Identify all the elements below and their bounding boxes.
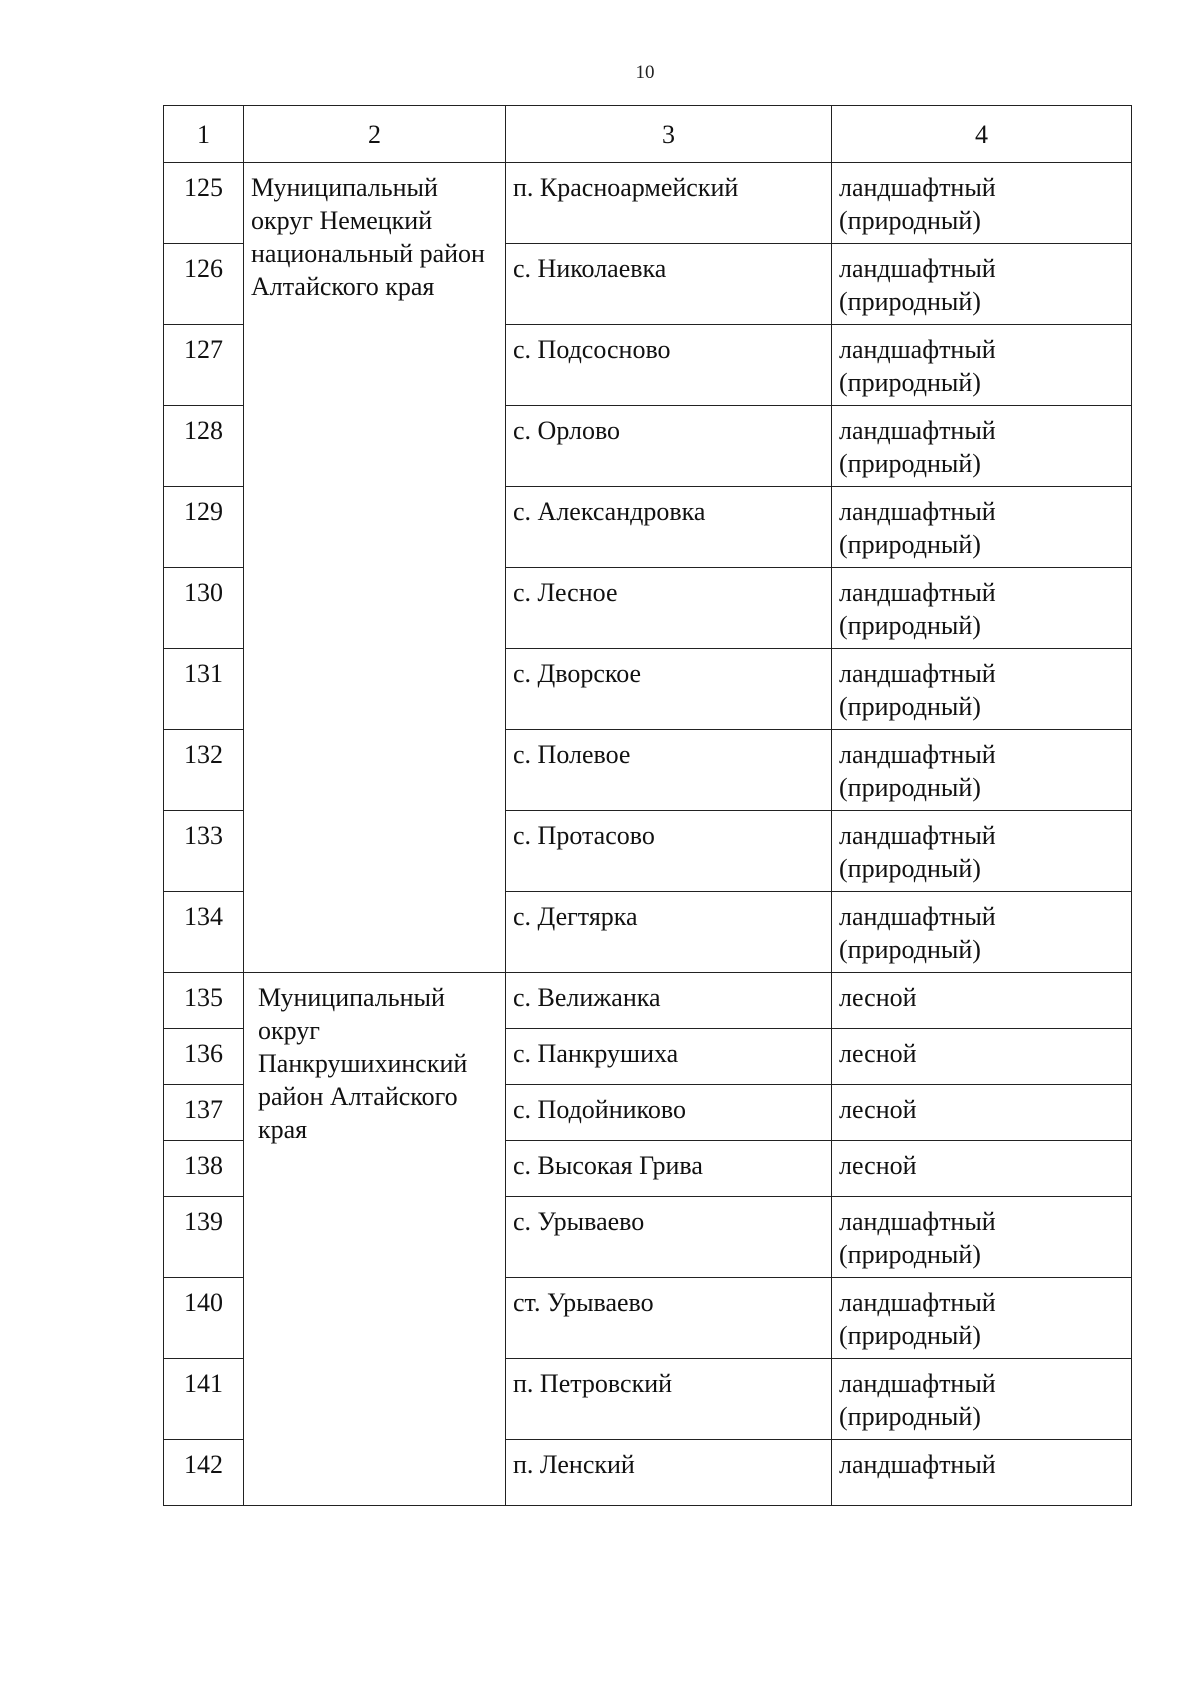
type-text: (природный) bbox=[839, 530, 981, 559]
row-number: 125 bbox=[164, 163, 244, 244]
column-header: 4 bbox=[832, 106, 1132, 163]
row-number: 142 bbox=[164, 1440, 244, 1506]
type-text: ландшафтный bbox=[839, 578, 996, 607]
table-row bbox=[164, 163, 1132, 244]
column-header: 2 bbox=[244, 106, 506, 163]
place-cell: с. Дегтярка bbox=[506, 892, 832, 973]
place-cell: п. Петровский bbox=[506, 1359, 832, 1440]
row-number: 130 bbox=[164, 568, 244, 649]
place-cell: с. Александровка bbox=[506, 487, 832, 568]
type-text: (природный) bbox=[839, 1321, 981, 1350]
type-cell bbox=[832, 244, 1132, 325]
type-text: ландшафтный bbox=[839, 1369, 996, 1398]
place-cell: с. Урываево bbox=[506, 1197, 832, 1278]
type-cell bbox=[832, 730, 1132, 811]
place-cell: с. Велижанка bbox=[506, 973, 832, 1029]
place-cell: с. Подсосново bbox=[506, 325, 832, 406]
column-header: 3 bbox=[506, 106, 832, 163]
place-cell: с. Николаевка bbox=[506, 244, 832, 325]
row-number: 139 bbox=[164, 1197, 244, 1278]
place-cell: с. Полевое bbox=[506, 730, 832, 811]
type-cell bbox=[832, 892, 1132, 973]
district-cell: Муниципальный округ Немецкий национальный район Алтайского края bbox=[244, 163, 506, 973]
row-number: 132 bbox=[164, 730, 244, 811]
type-cell bbox=[832, 487, 1132, 568]
type-text: (природный) bbox=[839, 368, 981, 397]
table-header-row bbox=[164, 106, 1132, 163]
type-text: (природный) bbox=[839, 773, 981, 802]
type-cell: ландшафтный bbox=[832, 1440, 1132, 1506]
row-number: 135 bbox=[164, 973, 244, 1029]
place-cell: ст. Урываево bbox=[506, 1278, 832, 1359]
type-cell: лесной bbox=[832, 1141, 1132, 1197]
type-text: (природный) bbox=[839, 692, 981, 721]
type-text: ландшафтный bbox=[839, 1288, 996, 1317]
type-text: (природный) bbox=[839, 935, 981, 964]
row-number: 131 bbox=[164, 649, 244, 730]
place-cell: с. Лесное bbox=[506, 568, 832, 649]
type-text: ландшафтный bbox=[839, 740, 996, 769]
column-header: 1 bbox=[164, 106, 244, 163]
place-cell: с. Дворское bbox=[506, 649, 832, 730]
place-cell: п. Красноармейский bbox=[506, 163, 832, 244]
type-text: ландшафтный bbox=[839, 821, 996, 850]
type-cell bbox=[832, 406, 1132, 487]
type-cell bbox=[832, 163, 1132, 244]
row-number: 128 bbox=[164, 406, 244, 487]
row-number: 140 bbox=[164, 1278, 244, 1359]
type-text: ландшафтный bbox=[839, 1207, 996, 1236]
type-text: ландшафтный bbox=[839, 254, 996, 283]
type-cell: лесной bbox=[832, 1029, 1132, 1085]
type-cell bbox=[832, 1278, 1132, 1359]
row-number: 134 bbox=[164, 892, 244, 973]
row-number: 127 bbox=[164, 325, 244, 406]
type-cell bbox=[832, 1197, 1132, 1278]
place-cell: п. Ленский bbox=[506, 1440, 832, 1506]
type-cell: лесной bbox=[832, 1085, 1132, 1141]
type-text: (природный) bbox=[839, 206, 981, 235]
type-text: (природный) bbox=[839, 1240, 981, 1269]
type-cell: лесной bbox=[832, 973, 1132, 1029]
row-number: 129 bbox=[164, 487, 244, 568]
type-text: (природный) bbox=[839, 611, 981, 640]
place-cell: с. Орлово bbox=[506, 406, 832, 487]
type-text: ландшафтный bbox=[839, 416, 996, 445]
row-number: 136 bbox=[164, 1029, 244, 1085]
type-cell bbox=[832, 649, 1132, 730]
type-text: ландшафтный bbox=[839, 173, 996, 202]
type-text: (природный) bbox=[839, 287, 981, 316]
place-cell: с. Высокая Грива bbox=[506, 1141, 832, 1197]
type-cell bbox=[832, 325, 1132, 406]
page-number: 10 bbox=[635, 62, 655, 83]
type-cell bbox=[832, 1359, 1132, 1440]
row-number: 138 bbox=[164, 1141, 244, 1197]
place-cell: с. Подойниково bbox=[506, 1085, 832, 1141]
type-text: (природный) bbox=[839, 1402, 981, 1431]
row-number: 141 bbox=[164, 1359, 244, 1440]
district-cell: Муниципальный округ Панкрушихинский район Алтайского края bbox=[244, 973, 506, 1506]
type-text: ландшафтный bbox=[839, 335, 996, 364]
place-cell: с. Протасово bbox=[506, 811, 832, 892]
row-number: 137 bbox=[164, 1085, 244, 1141]
type-text: (природный) bbox=[839, 854, 981, 883]
row-number: 133 bbox=[164, 811, 244, 892]
place-cell: с. Панкрушиха bbox=[506, 1029, 832, 1085]
type-cell bbox=[832, 811, 1132, 892]
type-cell bbox=[832, 568, 1132, 649]
row-number: 126 bbox=[164, 244, 244, 325]
type-text: ландшафтный bbox=[839, 497, 996, 526]
table-row bbox=[164, 973, 1132, 1029]
type-text: ландшафтный bbox=[839, 902, 996, 931]
type-text: (природный) bbox=[839, 449, 981, 478]
settlements-table bbox=[163, 105, 1132, 1506]
type-text: ландшафтный bbox=[839, 659, 996, 688]
